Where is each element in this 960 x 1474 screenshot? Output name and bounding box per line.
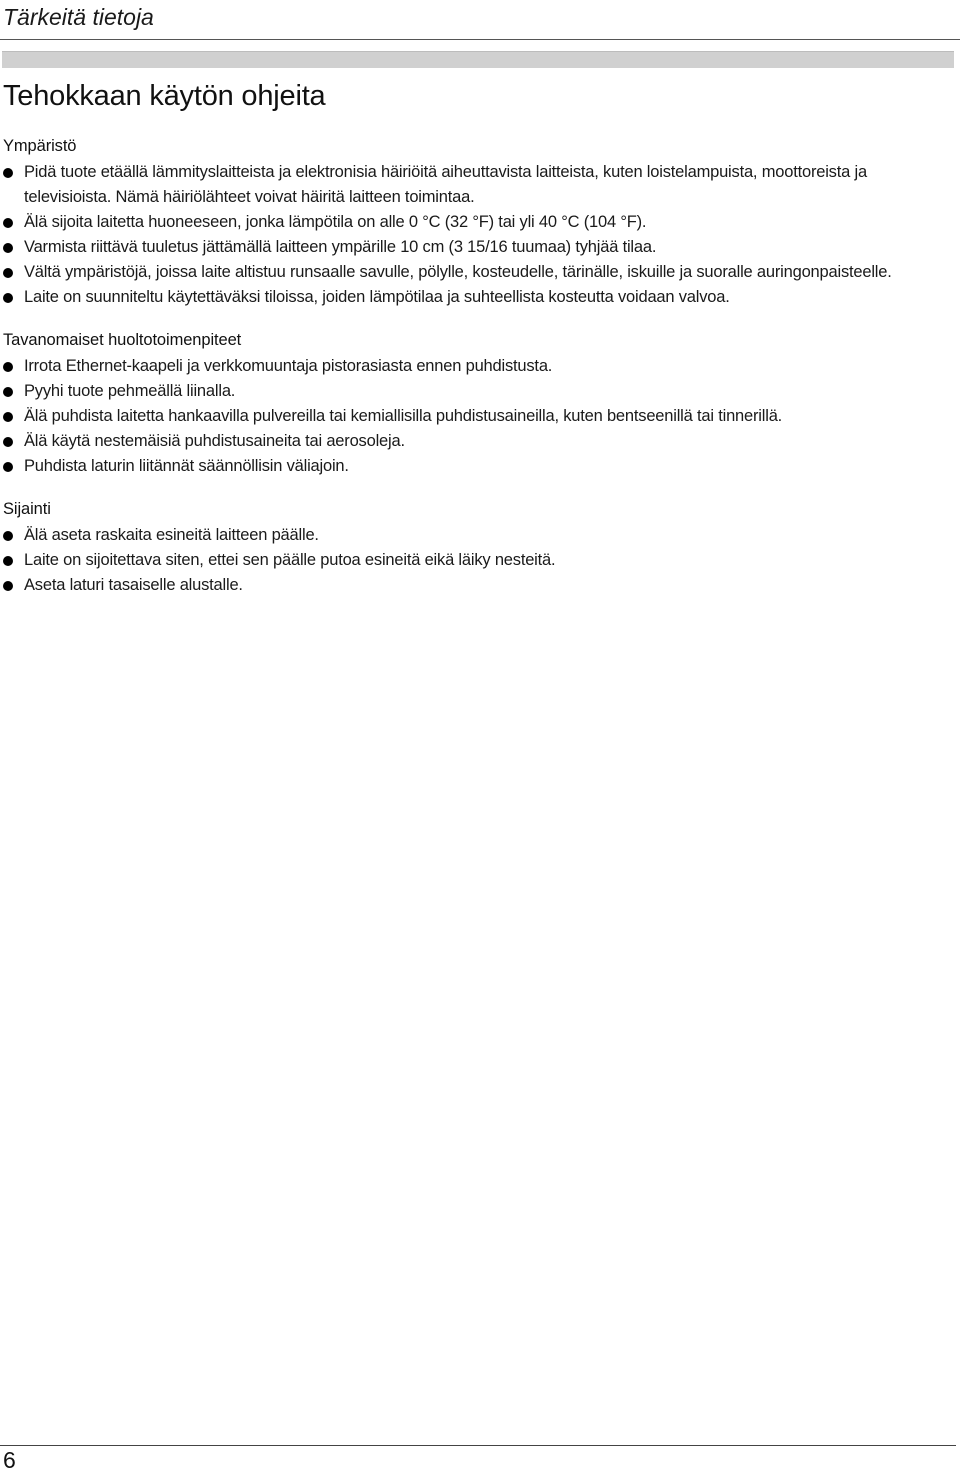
- bullet-icon: [3, 556, 13, 566]
- list-item-text: Älä puhdista laitetta hankaavilla pulvereilla tai kemiallisilla puhdistusaineilla, kuten bentseenillä tai tinnerillä.: [24, 407, 783, 425]
- section-environment: [3, 134, 951, 310]
- bullet-icon: [3, 168, 13, 178]
- list-item: [3, 573, 951, 598]
- list-item-text: Vältä ympäristöjä, joissa laite altistuu runsaalle savulle, pölylle, kosteudelle, tärinälle, iskuille ja suoralle auringonpaisteelle.: [24, 263, 892, 281]
- list-item: [3, 260, 951, 285]
- page-number: 6: [3, 1447, 16, 1473]
- bullet-icon: [3, 268, 13, 278]
- list-item-text: Laite on suunniteltu käytettäväksi tiloissa, joiden lämpötilaa ja suhteellista kosteutta voidaan valvoa.: [24, 288, 730, 306]
- bullet-icon: [3, 412, 13, 422]
- footer-rule: [0, 1445, 956, 1446]
- list-item-text: Aseta laturi tasaiselle alustalle.: [24, 576, 243, 594]
- section-heading: Tavanomaiset huoltotoimenpiteet: [3, 331, 242, 349]
- list-item: [3, 404, 951, 429]
- section-band: [2, 51, 954, 68]
- bullet-icon: [3, 293, 13, 303]
- bullet-list: [3, 160, 951, 310]
- list-item: [3, 379, 951, 404]
- section-heading: Sijainti: [3, 500, 51, 518]
- list-item: [3, 235, 951, 260]
- list-item: [3, 210, 951, 235]
- bullet-icon: [3, 218, 13, 228]
- bullet-icon: [3, 243, 13, 253]
- bullet-icon: [3, 531, 13, 541]
- list-item-text: Pidä tuote etäällä lämmityslaitteista ja elektronisia häiriöitä aiheuttavista laitteista, kuten loistelampuista, moottoreista ja televisioista. Nämä häiriölähteet voivat häiritä laitteen toimintaa.: [24, 163, 867, 206]
- section-heading: Ympäristö: [3, 137, 77, 155]
- list-item: [3, 523, 951, 548]
- bullet-icon: [3, 581, 13, 591]
- list-item: [3, 354, 951, 379]
- bullet-icon: [3, 387, 13, 397]
- bullet-list: [3, 354, 951, 479]
- list-item-text: Laite on sijoitettava siten, ettei sen päälle putoa esineitä eikä läiky nesteitä.: [24, 551, 556, 569]
- section-maintenance: [3, 328, 951, 479]
- list-item: [3, 285, 951, 310]
- page-content: [3, 134, 951, 598]
- list-item: [3, 160, 951, 210]
- list-item-text: Puhdista laturin liitännät säännöllisin väliajoin.: [24, 457, 349, 475]
- list-item-text: Älä aseta raskaita esineitä laitteen päälle.: [24, 526, 319, 544]
- list-item: [3, 429, 951, 454]
- running-header-title: Tärkeitä tietoja: [3, 4, 154, 30]
- list-item-text: Pyyhi tuote pehmeällä liinalla.: [24, 382, 236, 400]
- bullet-icon: [3, 362, 13, 372]
- list-item: [3, 454, 951, 479]
- list-item-text: Varmista riittävä tuuletus jättämällä laitteen ympärille 10 cm (3 15/16 tuumaa) tyhjää tilaa.: [24, 238, 657, 256]
- list-item-text: Älä sijoita laitetta huoneeseen, jonka lämpötila on alle 0 °C (32 °F) tai yli 40 °C (104 °F).: [24, 213, 647, 231]
- section-location: [3, 497, 951, 598]
- bullet-icon: [3, 462, 13, 472]
- list-item-text: Älä käytä nestemäisiä puhdistusaineita tai aerosoleja.: [24, 432, 405, 450]
- bullet-icon: [3, 437, 13, 447]
- list-item: [3, 548, 951, 573]
- header-rule: [0, 39, 960, 40]
- page-title: Tehokkaan käytön ohjeita: [3, 80, 326, 112]
- list-item-text: Irrota Ethernet-kaapeli ja verkkomuuntaja pistorasiasta ennen puhdistusta.: [24, 357, 553, 375]
- bullet-list: [3, 523, 951, 598]
